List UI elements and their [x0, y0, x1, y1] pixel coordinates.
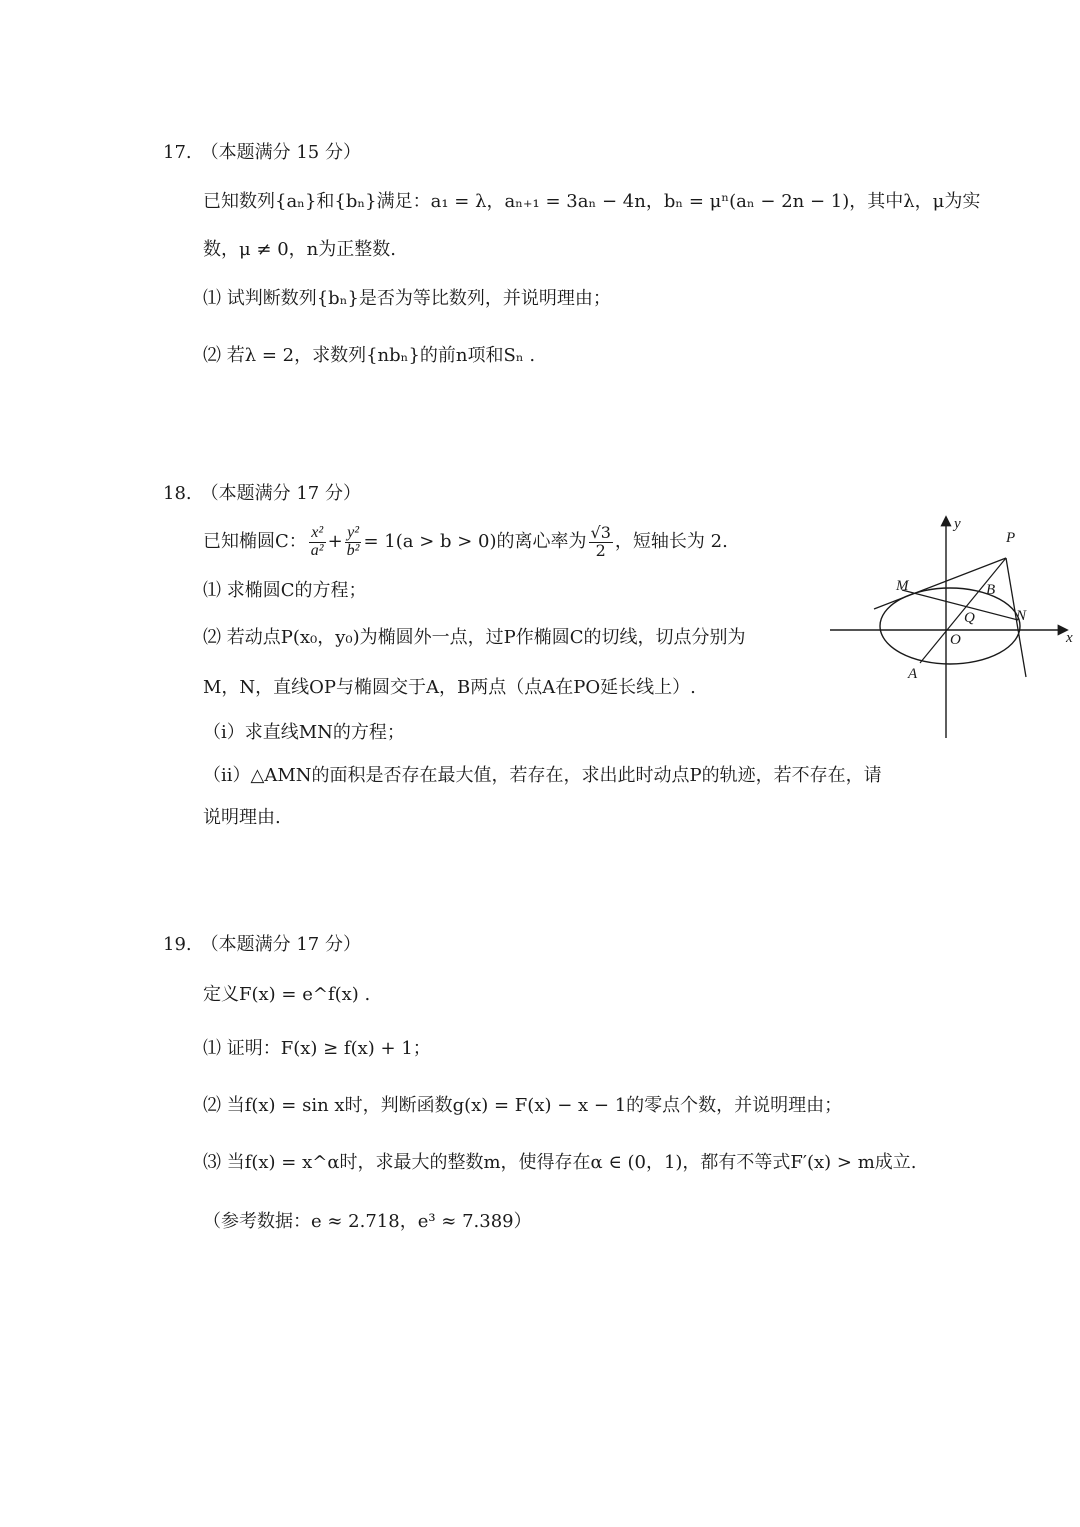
q17-statement-line2: 数，μ ≠ 0，n为正整数.	[203, 239, 396, 260]
fraction-y2-b2: $\frac{\text{y²}}{\text{b²}}$	[346, 523, 360, 559]
q19-part2: ⑵ 当f(x) = sin x时，判断函数g(x) = F(x) − x − 1的零点个数，并说明理由；	[203, 1095, 843, 1116]
q19-definition: 定义F(x) = e^f(x) .	[203, 984, 371, 1005]
q18-part2-line1: ⑵ 若动点P(x₀，y₀)为椭圆外一点，过P作椭圆C的切线，切点分别为	[203, 627, 746, 648]
line-op	[920, 558, 1006, 663]
label-n: N	[1016, 608, 1027, 624]
label-m: M	[896, 578, 909, 594]
q18-header: 18. （本题满分 17 分）	[163, 483, 361, 504]
ellipse-tangent-diagram	[826, 512, 1080, 742]
q17-statement-line1: 已知数列{aₙ}和{bₙ}满足：a₁ = λ，aₙ₊₁ = 3aₙ − 4n，bₙ = μⁿ(aₙ − 2n − 1)，其中λ，μ为实	[203, 191, 981, 212]
q17-header: 17. （本题满分 15 分）	[163, 142, 361, 163]
label-p: P	[1006, 530, 1016, 546]
fraction-sqrt3-2: $\frac{√3}{2}$	[590, 522, 611, 560]
segment-am	[902, 590, 920, 663]
label-o: O	[950, 632, 961, 648]
q18-part1: ⑴ 求椭圆C的方程；	[203, 580, 367, 601]
q19-header: 19. （本题满分 17 分）	[163, 934, 361, 955]
label-q: Q	[964, 610, 975, 626]
q18-line1-pre: 已知椭圆C：	[203, 531, 307, 552]
q18-statement-line1	[203, 518, 728, 566]
q18-part2-line2: M，N，直线OP与椭圆交于A，B两点（点A在PO延长线上）.	[203, 677, 696, 698]
plus-sign: +	[327, 531, 343, 552]
label-b: B	[986, 582, 996, 598]
q18-sub-i: （i）求直线MN的方程；	[203, 722, 405, 743]
label-x: x	[1066, 630, 1073, 646]
q17-part2: ⑵ 若λ = 2，求数列{nbₙ}的前n项和Sₙ .	[203, 345, 536, 366]
label-a: A	[908, 666, 918, 682]
q18-line1-post: ，短轴长为 2.	[614, 531, 728, 552]
q19-part1: ⑴ 证明：F(x) ≥ f(x) + 1；	[203, 1038, 431, 1059]
q18-sub-ii-line2: 说明理由.	[203, 807, 281, 828]
q18-sub-ii-line1: （ii）△AMN的面积是否存在最大值，若存在，求出此时动点P的轨迹，若不存在，请	[203, 765, 882, 786]
label-y: y	[954, 516, 961, 532]
q19-reference-data: （参考数据：e ≈ 2.718，e³ ≈ 7.389）	[203, 1211, 532, 1232]
q17-part1: ⑴ 试判断数列{bₙ}是否为等比数列，并说明理由；	[203, 288, 611, 309]
q18-line1-mid: = 1(a > b > 0)的离心率为	[363, 531, 587, 552]
q19-part3: ⑶ 当f(x) = x^α时，求最大的整数m，使得存在α ∈ (0，1)，都有不等式F′(x) > m成立.	[203, 1152, 917, 1173]
chord-mn	[902, 590, 1018, 620]
fraction-x2-a2: $\frac{\text{x²}}{\text{a²}}$	[310, 523, 324, 559]
